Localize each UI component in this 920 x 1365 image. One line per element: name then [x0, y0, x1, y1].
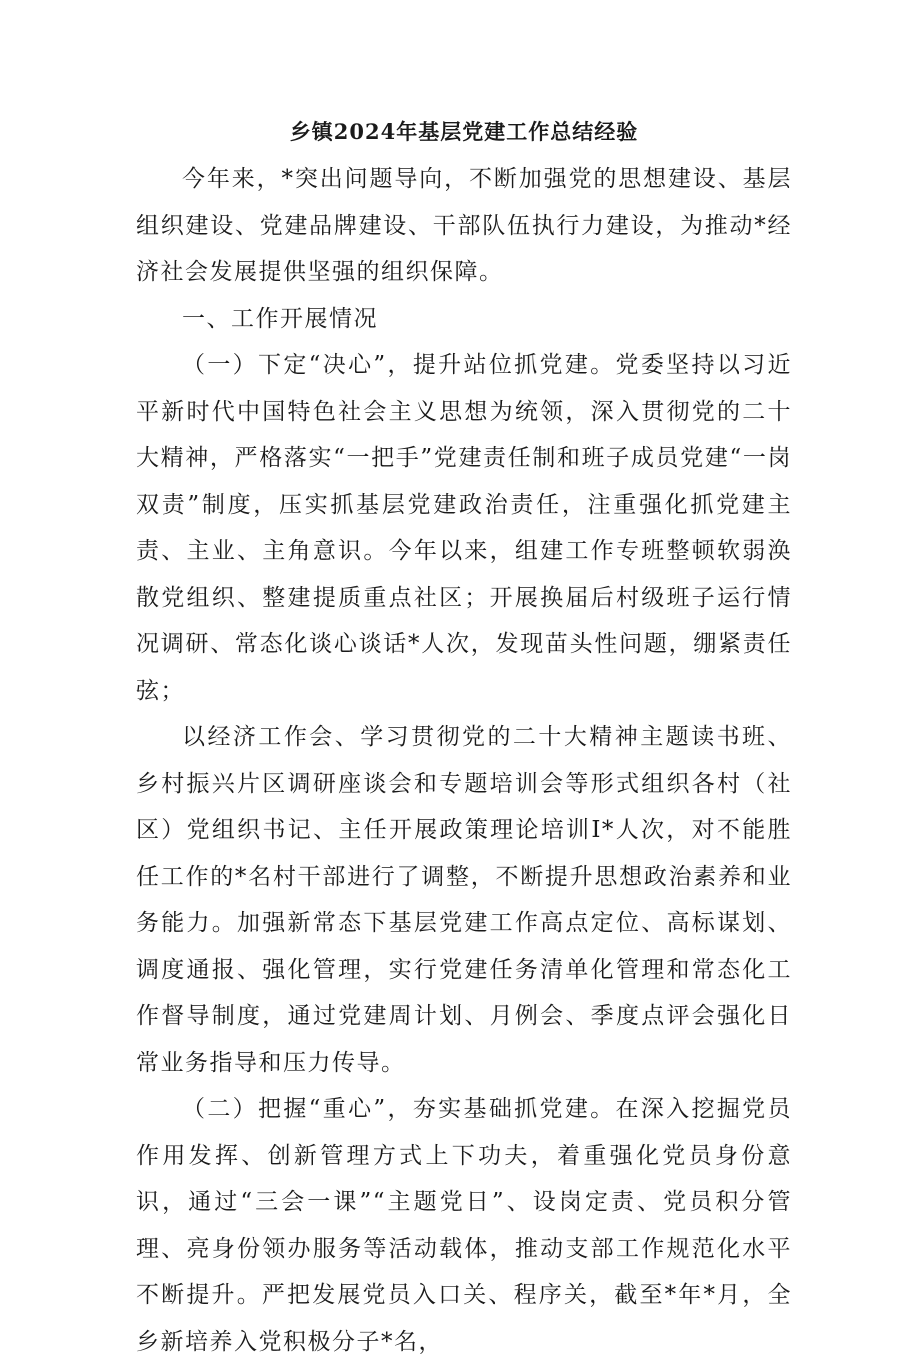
paragraph-intro: 今年来，*突出问题导向，不断加强党的思想建设、基层组织建设、党建品牌建设、干部队伍执行力建设，为推动*经济社会发展提供坚强的组织保障。	[136, 166, 792, 285]
paragraph-section-1-continued: 以经济工作会、学习贯彻党的二十大精神主题读书班、乡村振兴片区调研座谈会和专题培训会等形式组织各村（社区）党组织书记、主任开展政策理论培训I*人次，对不能胜任工作的*名村干部进行了调整，不断提升思想政治素养和业务能力。加强新常态下基层党建工作高点定位、高标谋划、调度通报、强化管理，实行党建任务清单化管理和常态化工作督导制度，通过党建周计划、月例会、季度点评会强化日常业务指导和压力传导。	[136, 724, 792, 1076]
section-heading-work-status: 一、工作开展情况	[182, 305, 378, 332]
document-title: 乡镇2024年基层党建工作总结经验	[289, 119, 639, 144]
document-page	[136, 112, 792, 1365]
paragraph-section-1: （一）下定“决心”，提升站位抓党建。党委坚持以习近平新时代中国特色社会主义思想为统领，深入贯彻党的二十大精神，严格落实“一把手”党建责任制和班子成员党建“一岗双责”制度，压实抓基层党建政治责任，注重强化抓党建主责、主业、主角意识。今年以来，组建工作专班整顿软弱涣散党组织、整建提质重点社区；开展换届后村级班子运行情况调研、常态化谈心谈话*人次，发现苗头性问题，绷紧责任弦；	[136, 352, 792, 704]
paragraph-section-2: （二）把握“重心”，夯实基础抓党建。在深入挖掘党员作用发挥、创新管理方式上下功夫，着重强化党员身份意识，通过“三会一课”“主题党日”、设岗定责、党员积分管理、亮身份领办服务等活动载体，推动支部工作规范化水平不断提升。严把发展党员入口关、程序关，截至*年*月，全乡新培养入党积极分子*名，	[136, 1096, 792, 1355]
